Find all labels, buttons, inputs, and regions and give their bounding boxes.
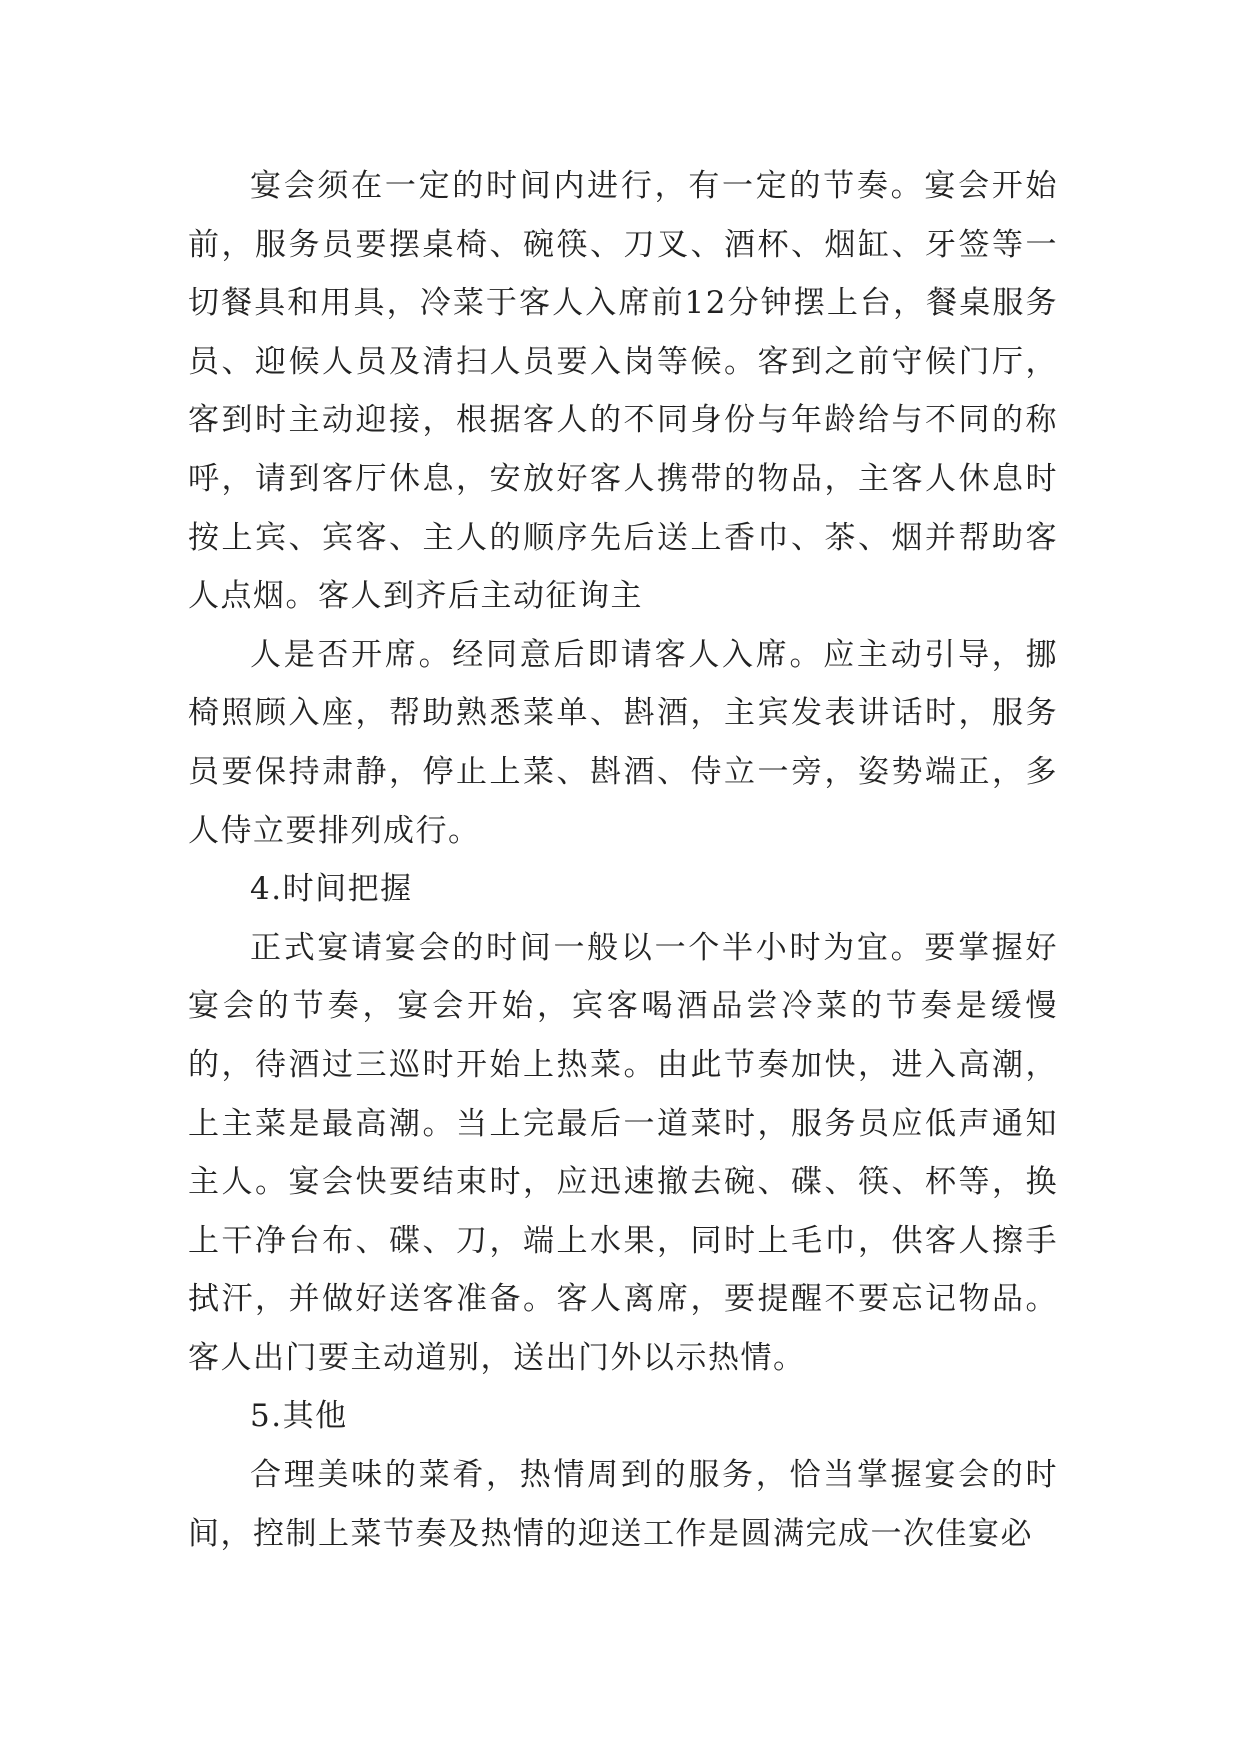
section-heading-time-control: 4.时间把握 bbox=[250, 871, 413, 908]
document-body bbox=[188, 157, 1058, 1563]
paragraph-banquet-rhythm: 宴会须在一定的时间内进行，有一定的节奏。宴会开始前，服务员要摆桌椅、碗筷、刀叉、酒杯、烟缸、牙签等一切餐具和用具，冷菜于客人入席前12分钟摆上台，餐桌服务员、迎候人员及清扫人员要入岗等候。客到之前守候门厅，客到时主动迎接，根据客人的不同身份与年龄给与不同的称呼，请到客厅休息，安放好客人携带的物品，主客人休息时按上宾、宾客、主人的顺序先后送上香巾、茶、烟并帮助客人点烟。客人到齐后主动征询主 bbox=[188, 168, 1058, 615]
section-heading-other: 5.其他 bbox=[250, 1398, 348, 1435]
paragraph-other: 合理美味的菜肴，热情周到的服务，恰当掌握宴会的时间，控制上菜节奏及热情的迎送工作是圆满完成一次佳宴必 bbox=[188, 1457, 1058, 1552]
paragraph-seating: 人是否开席。经同意后即请客人入席。应主动引导，挪椅照顾入座，帮助熟悉菜单、斟酒，主宾发表讲话时，服务员要保持肃静，停止上菜、斟酒、侍立一旁，姿势端正，多人侍立要排列成行。 bbox=[188, 636, 1058, 849]
paragraph-time-control: 正式宴请宴会的时间一般以一个半小时为宜。要掌握好宴会的节奏，宴会开始，宾客喝酒品尝冷菜的节奏是缓慢的，待酒过三巡时开始上热菜。由此节奏加快，进入高潮，上主菜是最高潮。当上完最后一道菜时，服务员应低声通知主人。宴会快要结束时，应迅速撤去碗、碟、筷、杯等，换上干净台布、碟、刀，端上水果，同时上毛巾，供客人擦手拭汗，并做好送客准备。客人离席，要提醒不要忘记物品。客人出门要主动道别，送出门外以示热情。 bbox=[188, 929, 1058, 1376]
